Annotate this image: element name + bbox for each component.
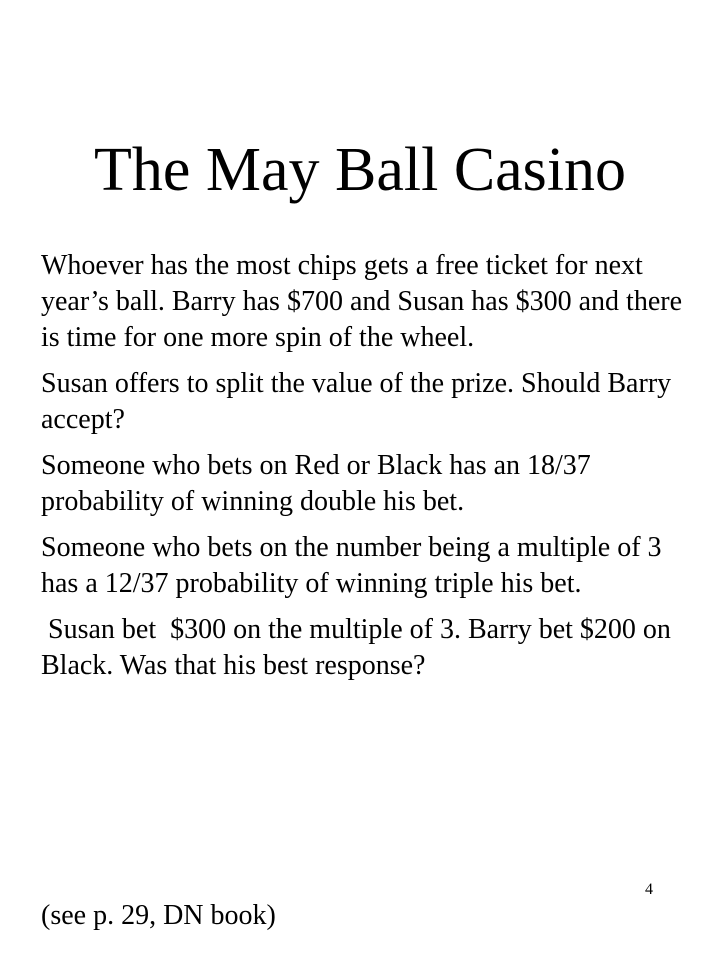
paragraph-red-black-odds: Someone who bets on Red or Black has an 18/37 probability of winning double his bet.: [41, 450, 591, 517]
slide-number: 4: [645, 881, 653, 898]
paragraph-bets-question: Susan bet $300 on the multiple of 3. Barry bet $200 on Black. Was that his best response?: [41, 614, 678, 681]
slide-title: The May Ball Casino: [93, 136, 627, 204]
slide-body: [41, 248, 701, 694]
reference-note: (see p. 29, DN book): [41, 900, 276, 931]
paragraph-prize-rules: Whoever has the most chips gets a free ticket for next year’s ball. Barry has $700 and Susan has $300 and there is time for one more spin of the wheel.: [41, 250, 682, 353]
paragraph-split-offer: Susan offers to split the value of the prize. Should Barry accept?: [41, 368, 672, 435]
paragraph-multiple-of-3-odds: Someone who bets on the number being a multiple of 3 has a 12/37 probability of winning triple his bet.: [41, 532, 662, 599]
